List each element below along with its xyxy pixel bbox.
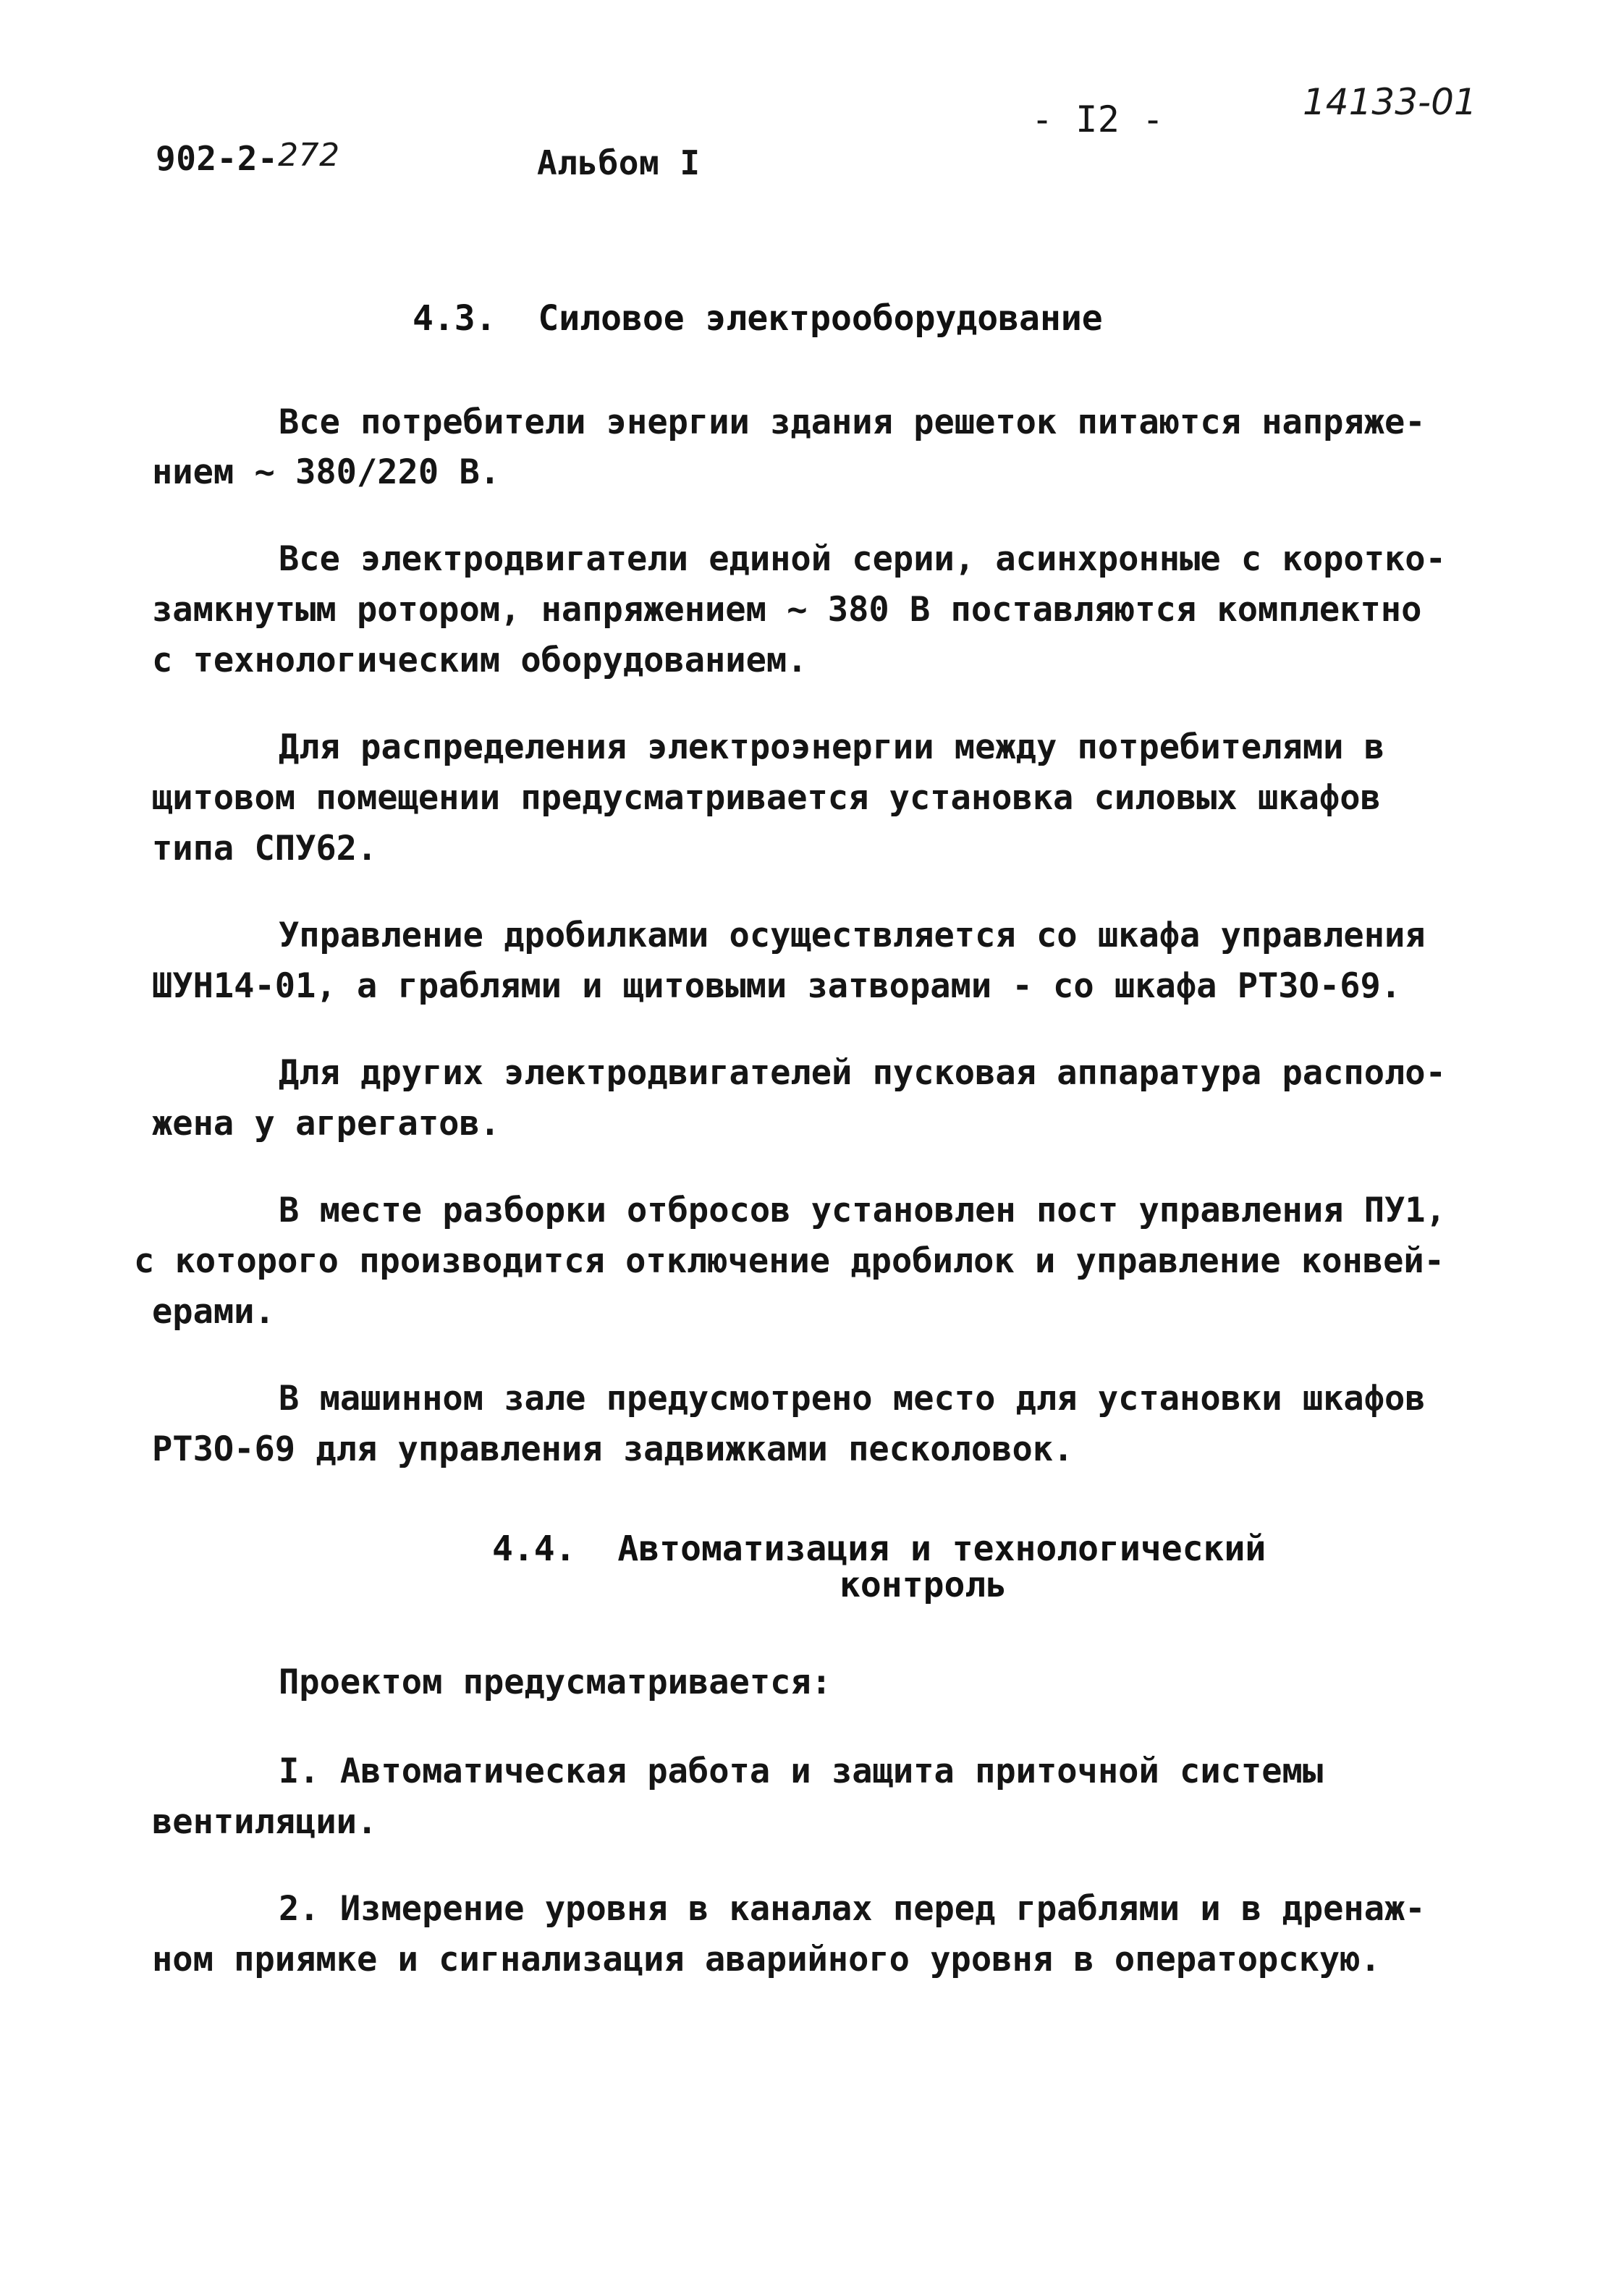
para-7-line-1: В машинном зале предусмотрено место для установки шкафов <box>279 1379 1426 1419</box>
item-2-line-1: 2. Измерение уровня в каналах перед граблями и в дренаж- <box>279 1889 1426 1929</box>
para-3-line-1: Для распределения электроэнергии между потребителями в <box>279 727 1385 767</box>
page-number: - I2 - <box>1031 98 1164 140</box>
section-4-4-heading-line-2: контроль <box>840 1565 1007 1605</box>
para-5-line-1: Для других электродвигателей пусковая аппаратура располо- <box>279 1053 1446 1093</box>
item-2-line-2: ном приямке и сигнализация аварийного уровня в операторскую. <box>152 1940 1381 1979</box>
para-6-line-3: ерами. <box>152 1292 275 1332</box>
section-4-4-number: 4.4. <box>492 1529 576 1569</box>
para-3-line-2: щитовом помещении предусматривается установка силовых шкафов <box>152 778 1381 818</box>
para-3-line-3: типа СПУ62. <box>152 829 378 868</box>
para-2-line-3: с технологическим оборудованием. <box>152 641 808 680</box>
item-1-line-2: вентиляции. <box>152 1802 378 1842</box>
para-4-line-2: ШУН14-01, а граблями и щитовыми затворами - со шкафа РТЗО-69. <box>152 966 1402 1006</box>
para-4-line-1: Управление дробилками осуществляется со шкафа управления <box>279 916 1426 955</box>
inventory-number: 14133-01 <box>1303 81 1477 123</box>
doc-code <box>156 139 340 178</box>
para-6-line-2: с которого производится отключение дробилок и управление конвей- <box>134 1241 1445 1281</box>
item-1-line-1: I. Автоматическая работа и защита приточной системы <box>279 1751 1324 1791</box>
doc-code-printed: 902-2- <box>156 139 279 178</box>
doc-code-handwritten: 272 <box>278 137 340 174</box>
album-label: Альбом I <box>537 143 701 182</box>
section-4-4-title-line-1: Автоматизация и технологический <box>617 1529 1266 1569</box>
para-6-line-1: В месте разборки отбросов установлен пост управления ПУ1, <box>279 1191 1446 1230</box>
para-1-line-1: Все потребители энергии здания решеток питаются напряже- <box>279 402 1426 442</box>
para-7-line-2: РТЗО-69 для управления задвижками песколовок. <box>152 1429 1074 1469</box>
section-4-3-number: 4.3. <box>413 298 496 339</box>
para-5-line-2: жена у агрегатов. <box>152 1104 501 1144</box>
section-4-3-heading <box>413 298 1103 339</box>
para-2-line-1: Все электродвигатели единой серии, асинхронные с коротко- <box>279 539 1446 579</box>
section-4-3-title: Силовое электрооборудование <box>538 298 1103 339</box>
section-4-4-heading <box>492 1529 1266 1569</box>
para-1-line-2: нием ~ 380/220 В. <box>152 452 501 492</box>
para-2-line-2: замкнутым ротором, напряжением ~ 380 В поставляются комплектно <box>152 590 1422 630</box>
section-4-4-intro: Проектом предусматривается: <box>279 1662 832 1702</box>
